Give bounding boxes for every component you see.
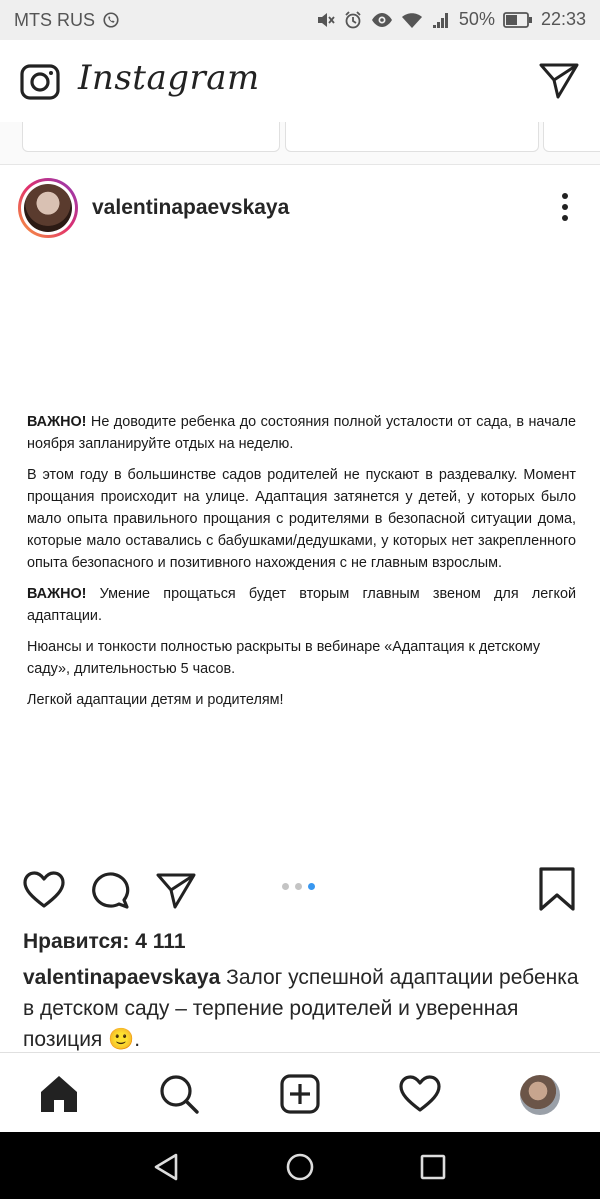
app-header (0, 40, 600, 123)
heart-icon[interactable] (22, 870, 66, 910)
app-logo: Instagram (78, 58, 260, 98)
send-icon[interactable] (155, 870, 197, 910)
post-image[interactable] (0, 251, 600, 841)
caption-text: Залог успешной адаптации ребенка в детском саду – терпение родителей и уверенная позиция 🙂. (23, 966, 579, 1051)
image-paragraph: Нюансы и тонкости полностью раскрыты в вебинаре «Адаптация к детскому саду», длительностью 5 часов. (27, 639, 541, 677)
suggestion-card[interactable] (22, 122, 280, 152)
paper-plane-icon[interactable] (538, 60, 580, 100)
suggestions-strip (0, 122, 600, 165)
image-paragraph: Легкой адаптации детям и родителям! (27, 692, 284, 708)
whatsapp-icon (102, 11, 120, 29)
post-caption (23, 962, 583, 1055)
clock: 22:33 (540, 9, 586, 29)
status-bar (0, 0, 600, 40)
home-icon[interactable] (38, 1073, 80, 1115)
carousel-dot (295, 883, 302, 890)
suggestion-card[interactable] (285, 122, 539, 152)
system-nav-bar (0, 1132, 600, 1199)
home-circle-icon[interactable] (285, 1152, 315, 1182)
camera-icon[interactable] (19, 60, 61, 102)
avatar-image (24, 184, 72, 232)
post-image-text (27, 411, 576, 720)
carousel-dot (282, 883, 289, 890)
bottom-nav (0, 1052, 600, 1133)
image-paragraph: ВАЖНО! Умение прощаться будет вторым главным звеном для легкой адаптации. (27, 586, 576, 624)
status-icons (315, 9, 586, 30)
back-icon[interactable] (152, 1152, 182, 1182)
post-username[interactable]: valentinapaevskaya (92, 196, 290, 219)
eye-icon (371, 10, 393, 30)
post-header (0, 165, 600, 252)
post-actions (0, 860, 600, 920)
avatar[interactable] (18, 178, 78, 238)
caption-username[interactable]: valentinapaevskaya (23, 966, 221, 989)
search-icon[interactable] (158, 1073, 200, 1115)
wifi-icon (401, 10, 423, 30)
carousel-indicator (282, 883, 315, 890)
profile-avatar[interactable] (520, 1075, 560, 1115)
image-paragraph: ВАЖНО! Не доводите ребенка до состояния полной усталости от сада, в начале ноября запланируйте отдых на неделю. (27, 414, 576, 452)
bookmark-icon[interactable] (538, 866, 576, 912)
suggestion-card[interactable] (543, 122, 600, 152)
recents-icon[interactable] (419, 1153, 447, 1181)
carrier-label: MTS RUS (14, 10, 120, 31)
more-options-icon[interactable] (560, 193, 570, 223)
battery-icon (503, 11, 533, 29)
signal-icon (431, 10, 451, 30)
carousel-dot-active (308, 883, 315, 890)
activity-heart-icon[interactable] (398, 1074, 442, 1114)
image-paragraph: В этом году в большинстве садов родителей не пускают в раздевалку. Момент прощания происходит на улице. Адаптация затянется у детей, у которых было мало опыта правильного прощания с родителями в безопасной ситуации дома, которые мало оставались с бабушками/дедушками, у которых нет закрепленного опыта безопасного и позитивного нахождения с не главным взрослым. (27, 467, 576, 571)
alarm-icon (343, 10, 363, 30)
mute-icon (315, 10, 335, 30)
battery-percent: 50% (458, 9, 495, 29)
comment-icon[interactable] (89, 870, 131, 910)
add-post-icon[interactable] (279, 1073, 321, 1115)
likes-count[interactable]: Нравится: 4 111 (23, 930, 186, 953)
